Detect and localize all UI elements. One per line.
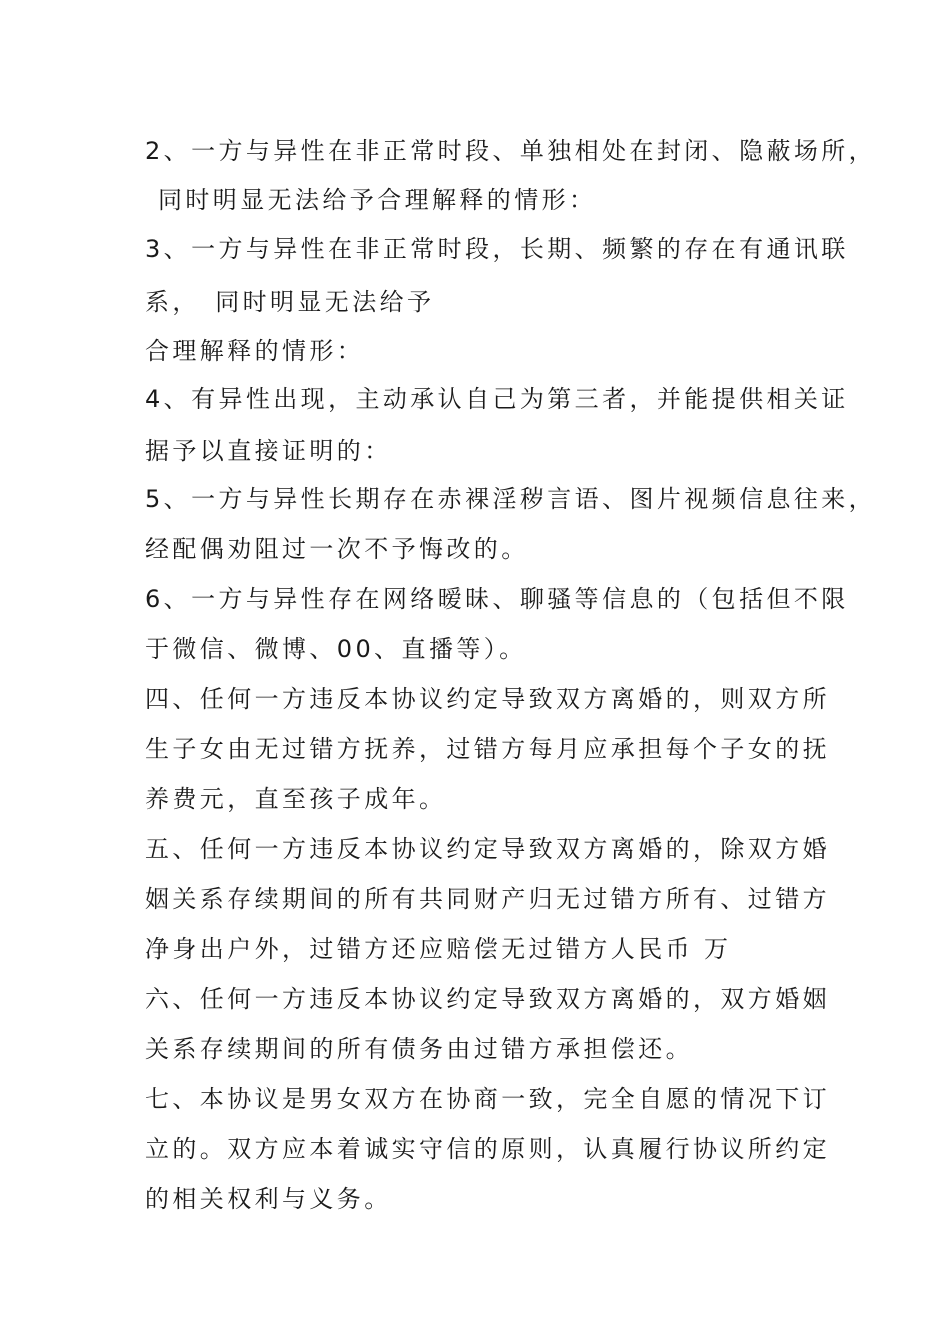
clause-3-line-3: 合理解释的情形：	[145, 337, 365, 365]
section-7-line-3: 的相关权利与义务。	[145, 1185, 392, 1213]
clause-5-line-1: 5、一方与异性长期存在赤裸淫秽言语、图片视频信息往来，	[145, 485, 877, 513]
clause-6-line-1: 6、一方与异性存在网络暧昧、聊骚等信息的（包括但不限	[145, 585, 849, 613]
clause-3-line-2: 系， 同时明显无法给予	[145, 288, 435, 316]
section-7-line-2: 立的。双方应本着诚实守信的原则，认真履行协议所约定	[145, 1135, 830, 1163]
clause-4-line-1: 4、有异性出现，主动承认自己为第三者，并能提供相关证	[145, 385, 849, 413]
section-4-line-3: 养费元，直至孩子成年。	[145, 785, 447, 813]
section-5-line-1: 五、任何一方违反本协议约定导致双方离婚的，除双方婚	[145, 835, 830, 863]
section-6-line-1: 六、任何一方违反本协议约定导致双方离婚的，双方婚姻	[145, 985, 830, 1013]
section-7-line-1: 七、本协议是男女双方在协商一致，完全自愿的情况下订	[145, 1085, 830, 1113]
section-4-line-1: 四、任何一方违反本协议约定导致双方离婚的，则双方所	[145, 685, 830, 713]
clause-3-line-1: 3、一方与异性在非正常时段，长期、频繁的存在有通讯联	[145, 235, 849, 263]
clause-5-line-2: 经配偶劝阻过一次不予悔改的。	[145, 535, 529, 563]
clause-6-line-2: 于微信、微博、00、直播等）。	[145, 635, 527, 663]
clause-2-line-2: 同时明显无法给予合理解释的情形：	[158, 186, 597, 214]
clause-2-line-1: 2、一方与异性在非正常时段、单独相处在封闭、隐蔽场所，	[145, 137, 877, 165]
section-4-line-2: 生子女由无过错方抚养，过错方每月应承担每个子女的抚	[145, 735, 830, 763]
clause-4-line-2: 据予以直接证明的：	[145, 437, 392, 465]
section-5-line-2: 姻关系存续期间的所有共同财产归无过错方所有、过错方	[145, 885, 830, 913]
section-5-line-3: 净身出户外，过错方还应赔偿无过错方人民币 万	[145, 935, 732, 963]
section-6-line-2: 关系存续期间的所有债务由过错方承担偿还。	[145, 1035, 693, 1063]
